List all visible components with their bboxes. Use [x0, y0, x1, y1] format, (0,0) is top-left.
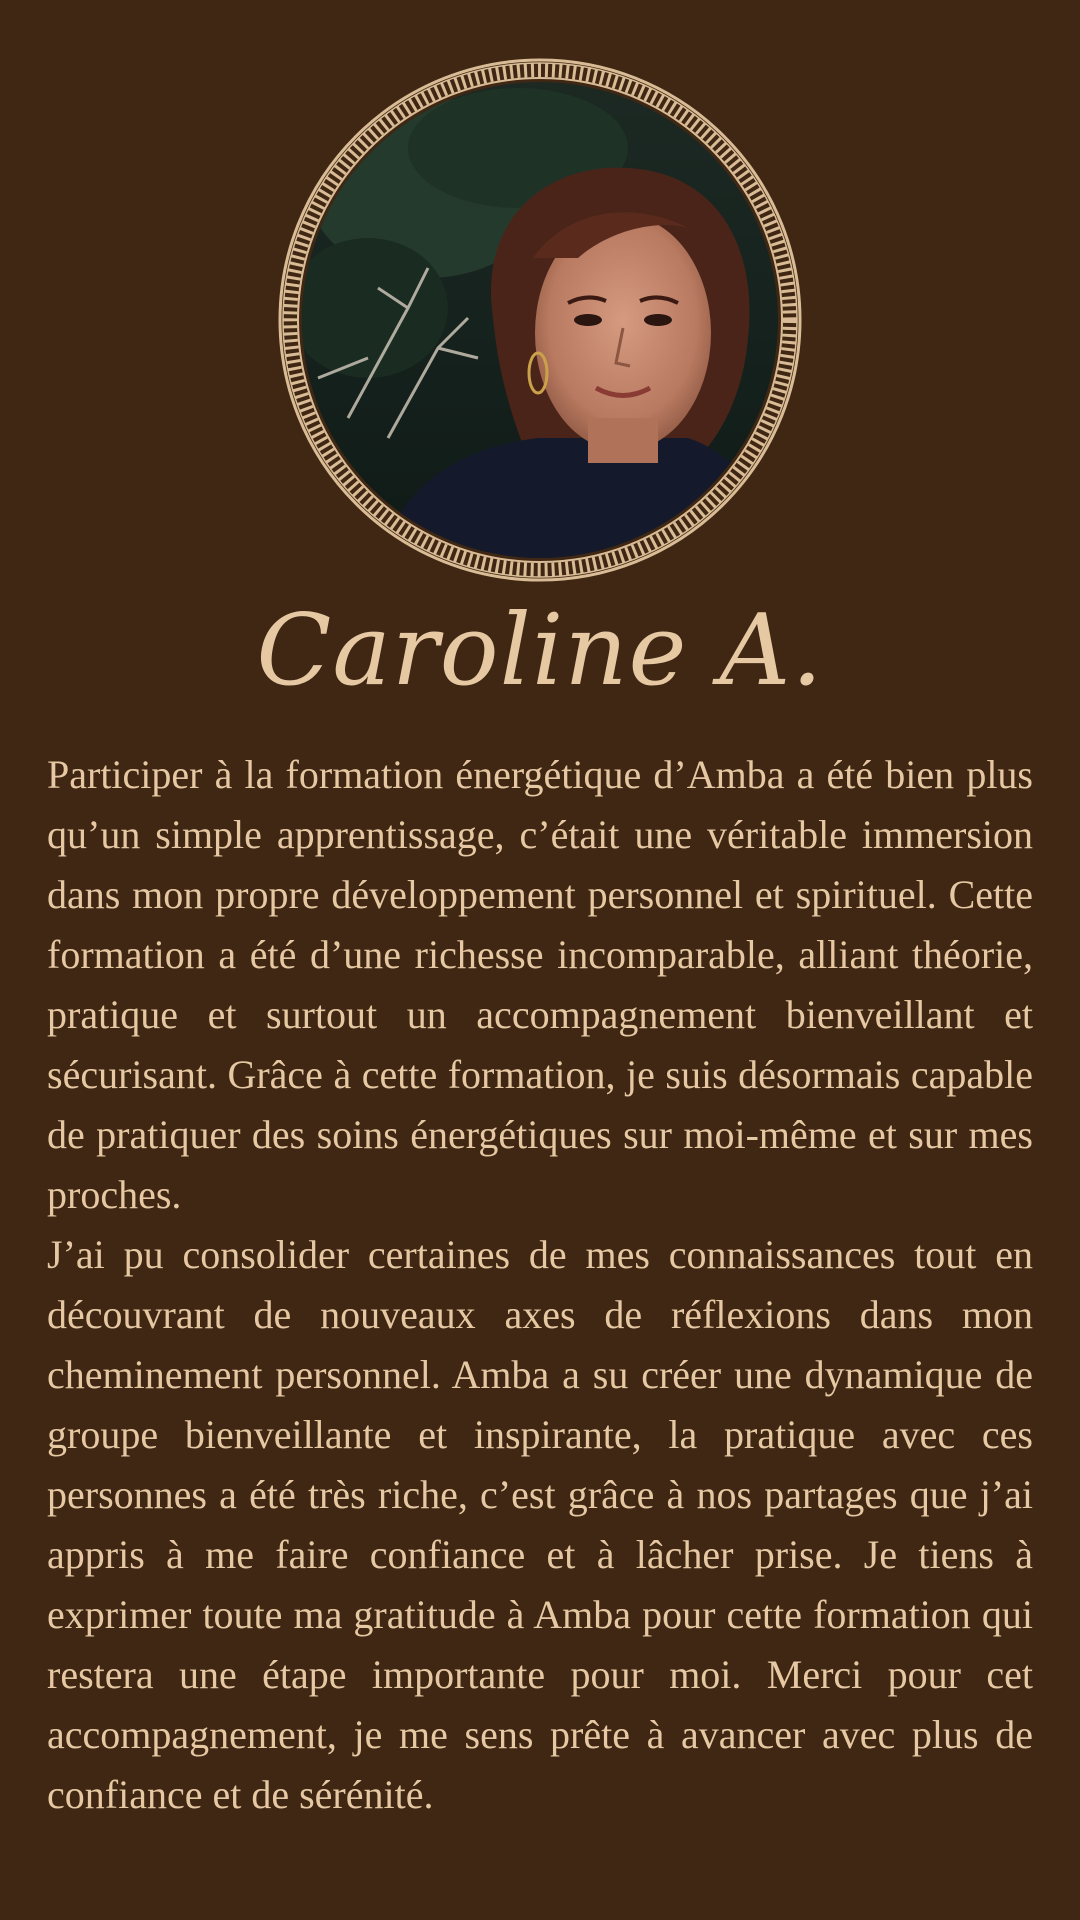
portrait-photo	[278, 58, 802, 582]
testimonial-paragraph: Participer à la formation énergétique d’Amba a été bien plus qu’un simple apprentissage, c’était une véritable immersion dans mon propre développement personnel et spirituel. Cette formation a été d’une richesse incomparable, alliant théorie, pratique et surtout un accompagnement bienveillant et sécurisant. Grâce à cette formation, je suis désormais capable de pratiquer des soins énergétiques sur moi-même et sur mes proches.	[47, 752, 1033, 1217]
portrait-svg	[278, 58, 802, 582]
testimonial-paragraph: J’ai pu consolider certaines de mes connaissances tout en découvrant de nouveaux axes de réflexions dans mon cheminement personnel. Amba a su créer une dynamique de groupe bienveillante et inspirante, la pratique avec ces personnes a été très riche, c’est grâce à nos partages que j’ai appris à me faire confiance et à lâcher prise. Je tiens à exprimer toute ma gratitude à Amba pour cette formation qui restera une étape importante pour moi. Merci pour cet accompagnement, je me sens prête à avancer avec plus de confiance et de sérénité.	[47, 1232, 1033, 1817]
testimonial-text	[47, 745, 1033, 1825]
reviewer-name: Caroline A.	[256, 594, 824, 708]
